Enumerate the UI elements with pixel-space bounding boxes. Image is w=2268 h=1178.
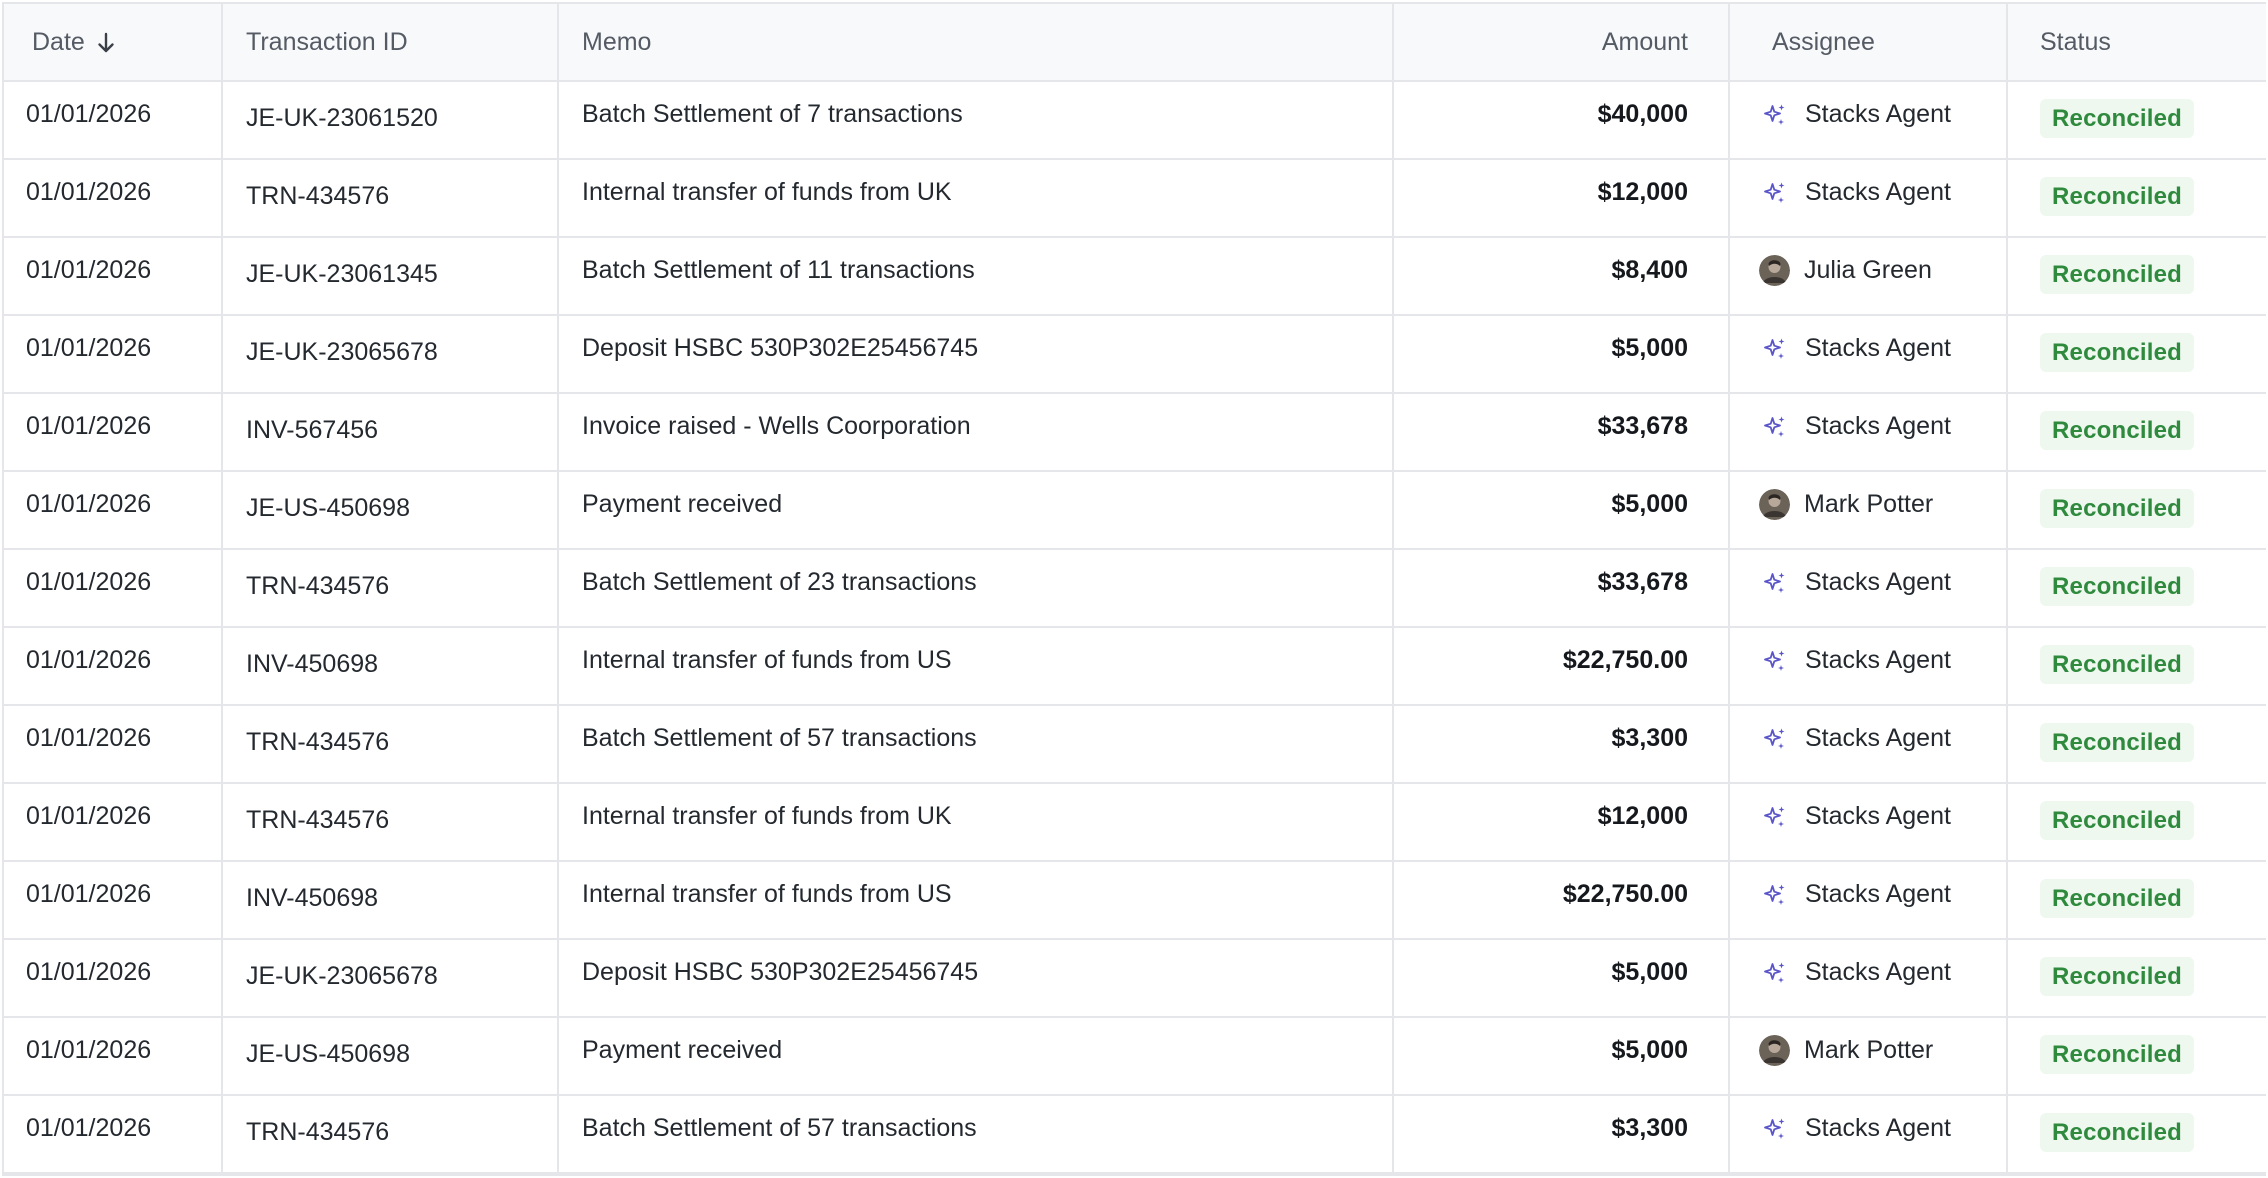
date-cell: 01/01/2026 [4,160,223,236]
memo-cell: Deposit HSBC 530P302E25456745 [559,940,1394,1016]
avatar [1759,489,1790,520]
amount-cell: $5,000 [1394,1018,1730,1094]
assignee-cell[interactable] [1730,628,2008,704]
column-header-status[interactable]: Status [2040,27,2111,56]
transaction-id-cell: TRN-434576 [223,706,559,782]
transaction-id-cell: JE-US-450698 [223,1018,559,1094]
status-badge: Reconciled [2040,801,2194,840]
sparkle-icon [1762,726,1788,752]
column-header-assignee[interactable]: Assignee [1730,4,2008,80]
assignee-cell[interactable] [1730,784,2008,860]
memo-cell: Payment received [559,472,1394,548]
transaction-id-cell: JE-UK-23061345 [223,238,559,314]
transaction-id-cell: JE-UK-23065678 [223,316,559,392]
sparkle-icon [1762,336,1788,362]
table-row[interactable] [4,1018,2266,1096]
assignee-name: Stacks Agent [1805,100,1951,128]
arrow-down-icon[interactable] [97,32,115,54]
status-cell [2008,472,2266,548]
date-cell: 01/01/2026 [4,472,223,548]
assignee-cell[interactable] [1730,316,2008,392]
transactions-table [2,2,2266,1176]
status-cell [2008,82,2266,158]
sparkle-icon [1762,102,1788,128]
table-row[interactable] [4,862,2266,940]
date-cell: 01/01/2026 [4,316,223,392]
assignee-cell[interactable] [1730,862,2008,938]
assignee-name: Stacks Agent [1805,880,1951,908]
amount-cell: $3,300 [1394,706,1730,782]
status-cell [2008,628,2266,704]
status-badge: Reconciled [2040,333,2194,372]
assignee-name: Stacks Agent [1805,958,1951,986]
amount-cell: $8,400 [1394,238,1730,314]
status-cell [2008,394,2266,470]
status-badge: Reconciled [2040,567,2194,606]
column-header-amount[interactable]: Amount [1394,4,1730,80]
sparkle-icon [1762,180,1788,206]
status-cell [2008,862,2266,938]
memo-cell: Internal transfer of funds from UK [559,160,1394,236]
transaction-id-cell: TRN-434576 [223,550,559,626]
status-badge: Reconciled [2040,723,2194,762]
sparkle-icon [1762,570,1788,596]
status-badge: Reconciled [2040,957,2194,996]
assignee-cell[interactable] [1730,1096,2008,1172]
memo-cell: Invoice raised - Wells Coorporation [559,394,1394,470]
assignee-cell[interactable] [1730,940,2008,1016]
amount-cell: $5,000 [1394,316,1730,392]
memo-cell: Internal transfer of funds from US [559,862,1394,938]
date-cell: 01/01/2026 [4,706,223,782]
status-badge: Reconciled [2040,177,2194,216]
avatar [1759,255,1790,286]
table-row[interactable] [4,628,2266,706]
amount-cell: $12,000 [1394,160,1730,236]
column-header-date-label: Date [32,27,85,56]
date-cell: 01/01/2026 [4,1096,223,1172]
transaction-id-cell: TRN-434576 [223,1096,559,1172]
table-row[interactable] [4,394,2266,472]
assignee-cell[interactable] [1730,706,2008,782]
assignee-name: Mark Potter [1804,1036,1934,1064]
table-row[interactable] [4,550,2266,628]
column-header-transaction-id[interactable]: Transaction ID [223,4,559,80]
sparkle-icon [1762,414,1788,440]
status-cell [2008,316,2266,392]
date-cell: 01/01/2026 [4,394,223,470]
status-badge: Reconciled [2040,879,2194,918]
memo-cell: Internal transfer of funds from UK [559,784,1394,860]
date-cell: 01/01/2026 [4,238,223,314]
memo-cell: Deposit HSBC 530P302E25456745 [559,316,1394,392]
table-row[interactable] [4,316,2266,394]
amount-cell: $33,678 [1394,394,1730,470]
table-row[interactable] [4,472,2266,550]
amount-cell: $5,000 [1394,940,1730,1016]
assignee-cell[interactable] [1730,82,2008,158]
status-cell [2008,1018,2266,1094]
status-cell [2008,550,2266,626]
transaction-id-cell: JE-UK-23065678 [223,940,559,1016]
memo-cell: Batch Settlement of 7 transactions [559,82,1394,158]
table-row[interactable] [4,784,2266,862]
table-row[interactable] [4,1096,2266,1174]
status-badge: Reconciled [2040,1113,2194,1152]
table-row[interactable] [4,706,2266,784]
amount-cell: $33,678 [1394,550,1730,626]
assignee-name: Stacks Agent [1805,802,1951,830]
status-badge: Reconciled [2040,99,2194,138]
assignee-cell[interactable] [1730,1018,2008,1094]
date-cell: 01/01/2026 [4,82,223,158]
status-cell [2008,160,2266,236]
assignee-name: Stacks Agent [1805,178,1951,206]
assignee-cell[interactable] [1730,160,2008,236]
transaction-id-cell: JE-UK-23061520 [223,82,559,158]
memo-cell: Batch Settlement of 57 transactions [559,706,1394,782]
date-cell: 01/01/2026 [4,628,223,704]
amount-cell: $22,750.00 [1394,862,1730,938]
status-badge: Reconciled [2040,489,2194,528]
transaction-id-cell: TRN-434576 [223,160,559,236]
status-cell [2008,940,2266,1016]
transaction-id-cell: TRN-434576 [223,784,559,860]
status-cell [2008,706,2266,782]
status-badge: Reconciled [2040,645,2194,684]
assignee-name: Stacks Agent [1805,568,1951,596]
assignee-name: Mark Potter [1804,490,1934,518]
memo-cell: Batch Settlement of 23 transactions [559,550,1394,626]
status-badge: Reconciled [2040,1035,2194,1074]
assignee-name: Stacks Agent [1805,1114,1951,1142]
date-cell: 01/01/2026 [4,940,223,1016]
sparkle-icon [1762,1116,1788,1142]
transaction-id-cell: INV-450698 [223,628,559,704]
table-row[interactable] [4,238,2266,316]
status-cell [2008,1096,2266,1172]
table-row[interactable] [4,940,2266,1018]
transaction-id-cell: INV-567456 [223,394,559,470]
amount-cell: $40,000 [1394,82,1730,158]
sparkle-icon [1762,804,1788,830]
assignee-name: Stacks Agent [1805,724,1951,752]
memo-cell: Batch Settlement of 57 transactions [559,1096,1394,1172]
date-cell: 01/01/2026 [4,784,223,860]
memo-cell: Payment received [559,1018,1394,1094]
amount-cell: $5,000 [1394,472,1730,548]
column-header-date[interactable] [4,4,223,80]
assignee-cell[interactable] [1730,550,2008,626]
transaction-id-cell: INV-450698 [223,862,559,938]
date-cell: 01/01/2026 [4,550,223,626]
amount-cell: $22,750.00 [1394,628,1730,704]
status-cell [2008,784,2266,860]
sparkle-icon [1762,648,1788,674]
sparkle-icon [1762,960,1788,986]
assignee-name: Stacks Agent [1805,412,1951,440]
avatar [1759,1035,1790,1066]
sparkle-icon [1762,882,1788,908]
assignee-cell[interactable] [1730,472,2008,548]
amount-cell: $3,300 [1394,1096,1730,1172]
assignee-cell[interactable] [1730,394,2008,470]
status-badge: Reconciled [2040,411,2194,450]
table-row[interactable] [4,160,2266,238]
status-badge: Reconciled [2040,255,2194,294]
date-cell: 01/01/2026 [4,862,223,938]
table-header-row [4,4,2266,82]
date-cell: 01/01/2026 [4,1018,223,1094]
table-row[interactable] [4,82,2266,160]
transaction-id-cell: JE-US-450698 [223,472,559,548]
memo-cell: Batch Settlement of 11 transactions [559,238,1394,314]
column-header-memo[interactable]: Memo [559,4,1394,80]
assignee-name: Stacks Agent [1805,646,1951,674]
assignee-name: Julia Green [1804,256,1932,284]
amount-cell: $12,000 [1394,784,1730,860]
status-cell [2008,238,2266,314]
memo-cell: Internal transfer of funds from US [559,628,1394,704]
assignee-name: Stacks Agent [1805,334,1951,362]
assignee-cell[interactable] [1730,238,2008,314]
